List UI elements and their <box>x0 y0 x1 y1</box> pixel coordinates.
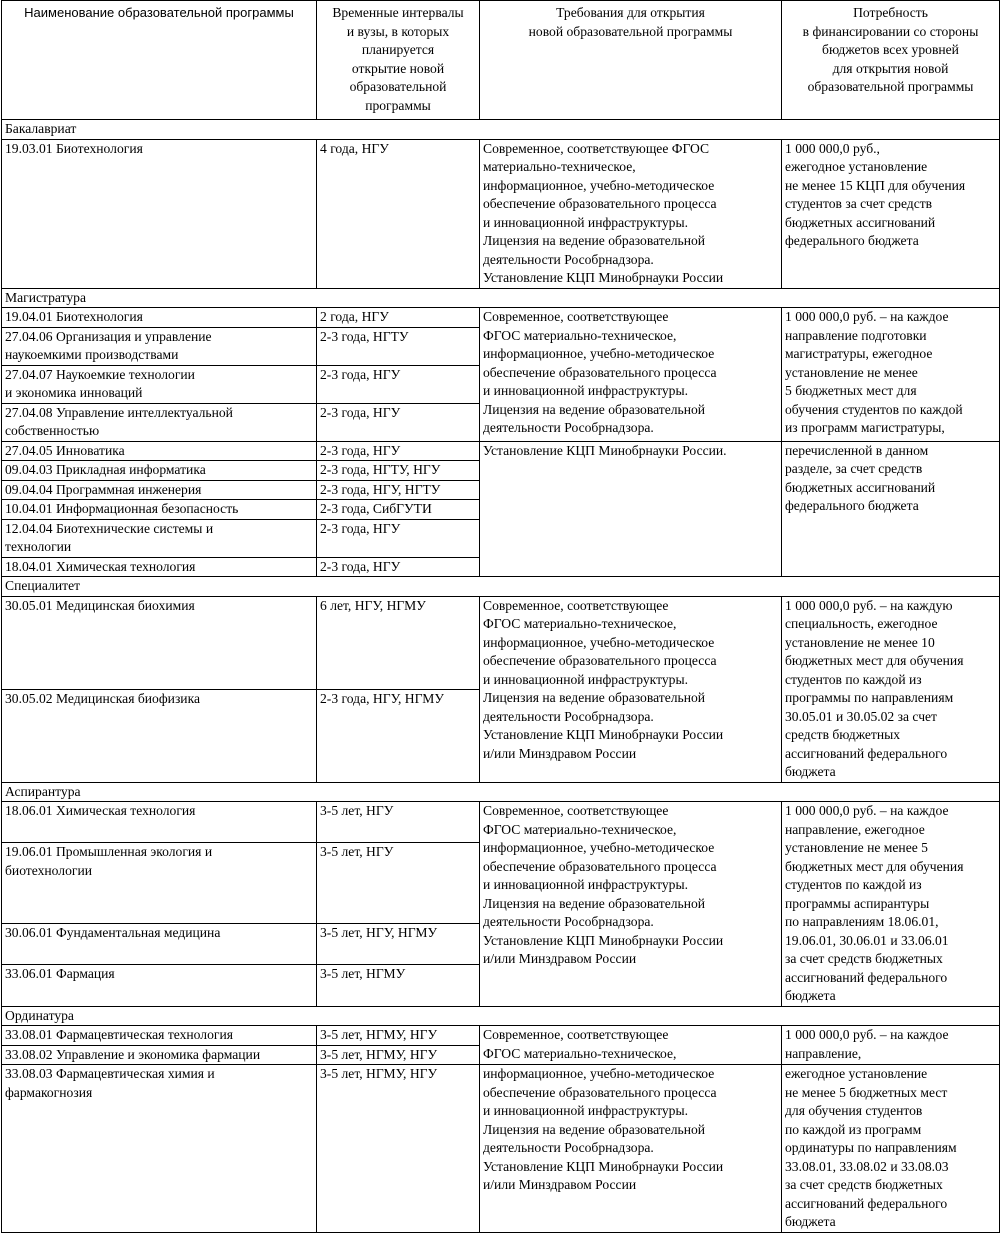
section-title-specialist: Специалитет <box>2 577 1000 597</box>
program-name: 27.04.07 Наукоемкие технологии и экономика инноваций <box>2 365 317 403</box>
header-intervals: Временные интервалы и вузы, в которых планируется открытие новой образовательной программы <box>317 1 480 120</box>
programs-table <box>1 0 1000 1233</box>
program-interval: 2-3 года, НГУ <box>317 519 480 557</box>
section-title-postgrad: Аспирантура <box>2 782 1000 802</box>
program-interval: 2-3 года, НГУ <box>317 441 480 461</box>
table-row <box>2 1065 1000 1233</box>
funding-cell: 1 000 000,0 руб. – на каждое направление подготовки магистратуры, ежегодное установление не менее 5 бюджетных мест для обучения студентов по каждой из программ магистратуры, <box>782 308 1000 442</box>
program-name: 19.03.01 Биотехнология <box>2 139 317 288</box>
requirements-cell: информационное, учебно-методическое обеспечение образовательного процесса и инновационной инфраструктуры. Лицензия на ведение образовательной деятельности Рособрнадзора. Установление КЦП Минобрнауки России и/или Минздравом России <box>480 1065 782 1233</box>
program-interval: 4 года, НГУ <box>317 139 480 288</box>
program-interval: 6 лет, НГУ, НГМУ <box>317 596 480 689</box>
funding-cell: 1 000 000,0 руб. – на каждое направление, ежегодное установление не менее 5 бюджетных мест для обучения студентов по каждой из программы аспирантуры по направлениям 18.06.01, 19.06.01, 30.06.01 и 33.06.01 за счет средств бюджетных ассигнований федерального бюджета <box>782 802 1000 1007</box>
section-row <box>2 1006 1000 1026</box>
requirements-cell: Современное, соответствующее ФГОС материально-техническое, информационное, учебно-методическое обеспечение образовательного процесса и инновационной инфраструктуры. Лицензия на ведение образовательной деятельности Рособрнадзора. Установление КЦП Минобрнауки России <box>480 139 782 288</box>
program-name: 09.04.04 Программная инженерия <box>2 480 317 500</box>
program-interval: 2 года, НГУ <box>317 308 480 328</box>
program-interval: 2-3 года, НГУ <box>317 403 480 441</box>
program-interval: 3-5 лет, НГМУ, НГУ <box>317 1045 480 1065</box>
section-row <box>2 782 1000 802</box>
program-name: 33.08.01 Фармацевтическая технология <box>2 1026 317 1046</box>
section-row <box>2 288 1000 308</box>
header-row <box>2 1 1000 120</box>
program-interval: 3-5 лет, НГМУ <box>317 965 480 1006</box>
requirements-cell: Современное, соответствующее ФГОС материально-техническое, информационное, учебно-методическое обеспечение образовательного процесса и инновационной инфраструктуры. Лицензия на ведение образовательной деятельности Рособрнадзора. <box>480 308 782 442</box>
funding-cell: 1 000 000,0 руб. – на каждое направление, <box>782 1026 1000 1065</box>
requirements-cell: Современное, соответствующее ФГОС материально-техническое, <box>480 1026 782 1065</box>
table-row <box>2 308 1000 328</box>
program-interval: 2-3 года, НГТУ <box>317 327 480 365</box>
funding-cell: 1 000 000,0 руб. – на каждую специальность, ежегодное установление не менее 10 бюджетных мест для обучения студентов по каждой из программы по направлениям 30.05.01 и 30.05.02 за счет средств бюджетных ассигнований федерального бюджета <box>782 596 1000 782</box>
table-row <box>2 139 1000 288</box>
program-name: 27.04.05 Инноватика <box>2 441 317 461</box>
program-interval: 2-3 года, СибГУТИ <box>317 500 480 520</box>
program-interval: 2-3 года, НГУ, НГТУ <box>317 480 480 500</box>
program-name: 18.04.01 Химическая технология <box>2 557 317 577</box>
program-interval: 2-3 года, НГТУ, НГУ <box>317 461 480 481</box>
program-interval: 2-3 года, НГУ <box>317 557 480 577</box>
program-name: 30.05.02 Медицинская биофизика <box>2 689 317 782</box>
program-interval: 2-3 года, НГУ, НГМУ <box>317 689 480 782</box>
program-name: 12.04.04 Биотехнические системы и технологии <box>2 519 317 557</box>
table-row <box>2 441 1000 461</box>
table-row <box>2 1026 1000 1046</box>
requirements-cell: Современное, соответствующее ФГОС материально-техническое, информационное, учебно-методическое обеспечение образовательного процесса и инновационной инфраструктуры. Лицензия на ведение образовательной деятельности Рособрнадзора. Установление КЦП Минобрнауки России и/или Минздравом России <box>480 596 782 782</box>
program-name: 19.04.01 Биотехнология <box>2 308 317 328</box>
header-name: Наименование образовательной программы <box>2 1 317 120</box>
program-name: 33.08.02 Управление и экономика фармации <box>2 1045 317 1065</box>
program-name: 19.06.01 Промышленная экология и биотехнологии <box>2 843 317 924</box>
program-name: 10.04.01 Информационная безопасность <box>2 500 317 520</box>
funding-cell: 1 000 000,0 руб., ежегодное установление не менее 15 КЦП для обучения студентов за счет средств бюджетных ассигнований федерального бюджета <box>782 139 1000 288</box>
section-title-master: Магистратура <box>2 288 1000 308</box>
program-name: 18.06.01 Химическая технология <box>2 802 317 843</box>
funding-cell: ежегодное установление не менее 5 бюджетных мест для обучения студентов по каждой из программ ординатуры по направлениям 33.08.01, 33.08.02 и 33.08.03 за счет средств бюджетных ассигнований федерального бюджета <box>782 1065 1000 1233</box>
section-title-bachelor: Бакалавриат <box>2 120 1000 140</box>
program-interval: 3-5 лет, НГМУ, НГУ <box>317 1065 480 1233</box>
program-interval: 3-5 лет, НГУ <box>317 843 480 924</box>
program-name: 30.05.01 Медицинская биохимия <box>2 596 317 689</box>
program-name: 09.04.03 Прикладная информатика <box>2 461 317 481</box>
section-title-residency: Ординатура <box>2 1006 1000 1026</box>
program-name: 33.06.01 Фармация <box>2 965 317 1006</box>
funding-cell: перечисленной в данном разделе, за счет средств бюджетных ассигнований федерального бюджета <box>782 441 1000 577</box>
section-row <box>2 577 1000 597</box>
program-interval: 2-3 года, НГУ <box>317 365 480 403</box>
table-row <box>2 802 1000 843</box>
program-interval: 3-5 лет, НГМУ, НГУ <box>317 1026 480 1046</box>
program-interval: 3-5 лет, НГУ <box>317 802 480 843</box>
table-row <box>2 596 1000 689</box>
program-interval: 3-5 лет, НГУ, НГМУ <box>317 923 480 964</box>
program-name: 33.08.03 Фармацевтическая химия и фармакогнозия <box>2 1065 317 1233</box>
program-name: 27.04.06 Организация и управление наукоемкими производствами <box>2 327 317 365</box>
program-name: 30.06.01 Фундаментальная медицина <box>2 923 317 964</box>
requirements-cell: Установление КЦП Минобрнауки России. <box>480 441 782 577</box>
program-name: 27.04.08 Управление интеллектуальной собственностью <box>2 403 317 441</box>
section-row <box>2 120 1000 140</box>
requirements-cell: Современное, соответствующее ФГОС материально-техническое, информационное, учебно-методическое обеспечение образовательного процесса и инновационной инфраструктуры. Лицензия на ведение образовательной деятельности Рособрнадзора. Установление КЦП Минобрнауки России и/или Минздравом России <box>480 802 782 1007</box>
header-funding: Потребность в финансировании со стороны бюджетов всех уровней для открытия новой образовательной программы <box>782 1 1000 120</box>
header-requirements: Требования для открытия новой образовательной программы <box>480 1 782 120</box>
